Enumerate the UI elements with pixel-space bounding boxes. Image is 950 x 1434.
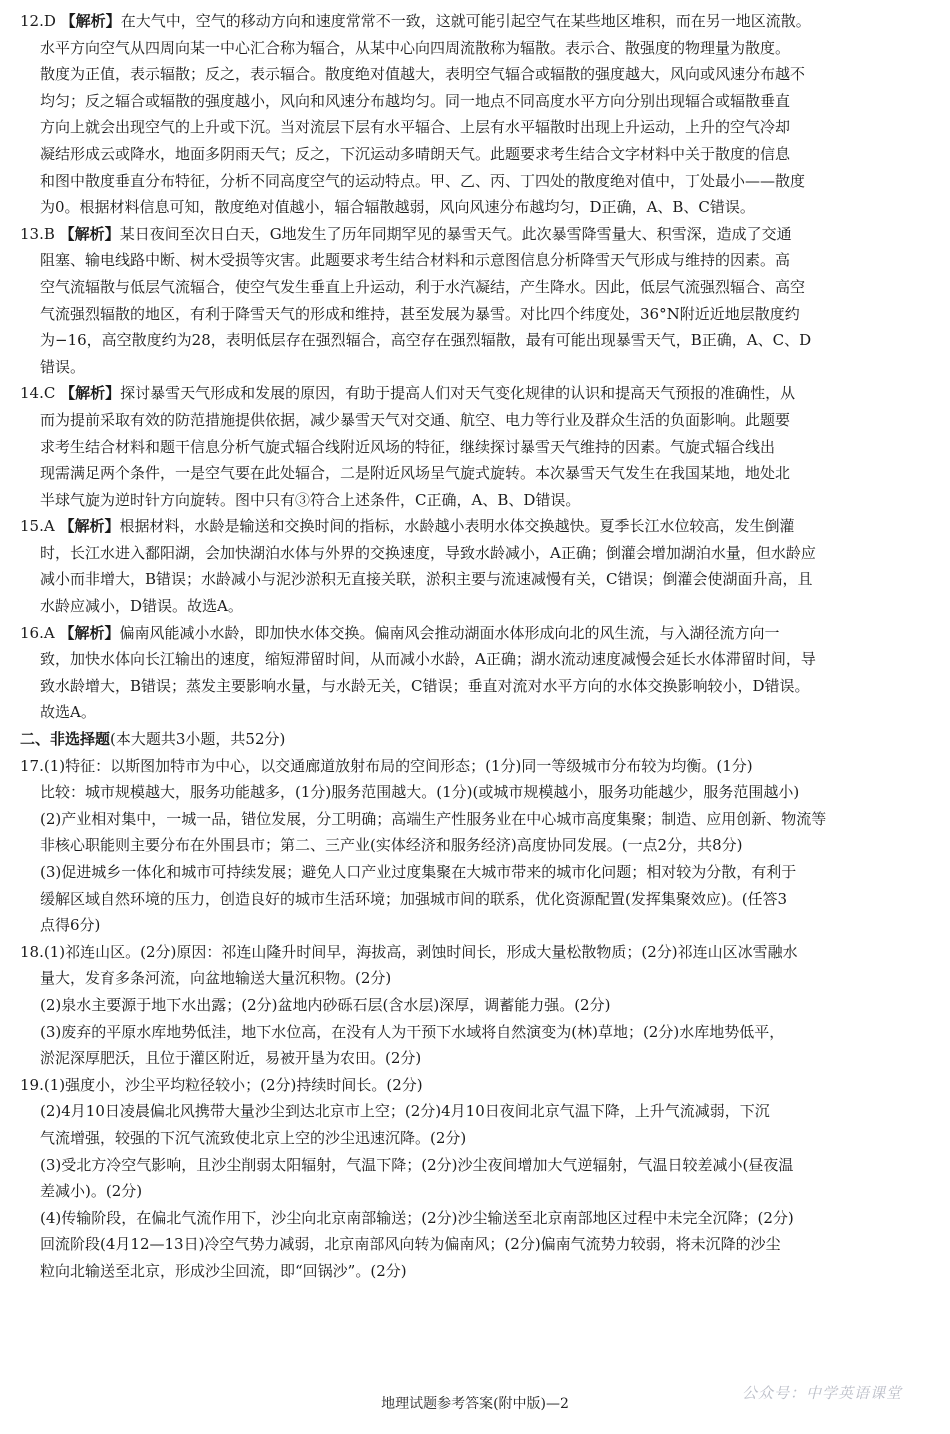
- answer-page: [20, 8, 932, 1285]
- answer-line: 时，长江水进入鄱阳湖，会加快湖泊水体与外界的交换速度，导致水龄减小，A正确；倒灌会增加湖泊水量，但水龄应: [40, 543, 816, 562]
- answer-line: (2)产业相对集中，一城一品，错位发展，分工明确；高端生产性服务业在中心城市高度集聚；制造、应用创新、物流等: [40, 809, 827, 828]
- answer-line: (2)泉水主要源于地下水出露；(2分)盆地内砂砾石层(含水层)深厚，调蓄能力强。(2分): [40, 995, 611, 1014]
- answer-line: 为0。根据材料信息可知，散度绝对值越小，辐合辐散越弱，风向风速分布越均匀，D正确，A、B、C错误。: [40, 198, 755, 217]
- section-heading: 二、非选择题: [20, 730, 111, 749]
- answer-number: 13.B: [20, 224, 55, 243]
- analysis-tag: 【解析】: [60, 384, 121, 403]
- answer-line: 气流强烈辐散的地区，有利于降雪天气的形成和维持，甚至发展为暴雪。对比四个纬度处，36°N附近近地层散度约: [40, 304, 800, 323]
- answer-line: 非核心职能则主要分布在外围县市；第二、三产业(实体经济和服务经济)高度协同发展。(一点2分，共8分): [40, 836, 743, 855]
- answer-line: 根据材料，水龄是输送和交换时间的指标，水龄越小表明水体交换越快。夏季长江水位较高，发生倒灌: [119, 517, 795, 536]
- answer-16: [20, 620, 932, 726]
- answer-line: 某日夜间至次日白天，G地发生了历年同期罕见的暴雪天气。此次暴雪降雪量大、积雪深，造成了交通: [119, 224, 792, 243]
- answer-number: 18.: [20, 942, 44, 961]
- answer-line: 减小而非增大，B错误；水龄减小与泥沙淤积无直接关联，淤积主要与流速减慢有关，C错误；倒灌会使湖面升高，且: [40, 570, 813, 589]
- answer-line: 半球气旋为逆时针方向旋转。图中只有③符合上述条件，C正确，A、B、D错误。: [40, 490, 581, 509]
- answer-line: 均匀；反之辐合或辐散的强度越小，风向和风速分布越均匀。同一地点不同高度水平方向分别出现辐合或辐散垂直: [40, 91, 791, 110]
- answer-line: 方向上就会出现空气的上升或下沉。当对流层下层有水平辐合、上层有水平辐散时出现上升运动，上升的空气冷却: [40, 118, 791, 137]
- answer-number: 17.: [20, 756, 44, 775]
- answer-line: 偏南风能减小水龄，即加快水体交换。偏南风会推动湖面水体形成向北的风生流，与入湖径流方向一: [119, 623, 780, 642]
- answer-line: 差减小)。(2分): [40, 1182, 143, 1201]
- answer-line: 水平方向空气从四周向某一中心汇合称为辐合，从某中心向四周流散称为辐散。表示合、散强度的物理量为散度。: [40, 38, 791, 57]
- answer-line: 在大气中，空气的移动方向和速度常常不一致，这就可能引起空气在某些地区堆积，而在另一地区流散。: [120, 12, 811, 30]
- answer-line: 致水龄增大，B错误；蒸发主要影响水量，与水龄无关，C错误；垂直对流对水平方向的水体交换影响较小，D错误。: [40, 676, 810, 695]
- answer-number: 12.D: [20, 12, 56, 30]
- answer-line: (2)4月10日凌晨偏北风携带大量沙尘到达北京市上空；(2分)4月10日夜间北京气温下降，上升气流减弱，下沉: [40, 1102, 770, 1121]
- answer-17: [20, 753, 932, 939]
- answer-12: [20, 8, 932, 221]
- answer-13: [20, 221, 932, 381]
- answer-line: 错误。: [40, 357, 86, 376]
- answer-number: 19.: [20, 1075, 44, 1094]
- answer-line: 缓解区域自然环境的压力，创造良好的城市生活环境；加强城市间的联系，优化资源配置(发挥集聚效应)。(任答3: [40, 889, 788, 908]
- answer-14: [20, 380, 932, 513]
- answer-line: 淤泥深厚肥沃，且位于灌区附近，易被开垦为农田。(2分): [40, 1049, 422, 1068]
- answer-line: 和图中散度垂直分布特征，分析不同高度空气的运动特点。甲、乙、丙、丁四处的散度绝对值中，丁处最小——散度: [40, 171, 806, 190]
- answer-line: 致，加快水体向长江输出的速度，缩短滞留时间，从而减小水龄，A正确；湖水流动速度减慢会延长水体滞留时间，导: [40, 650, 816, 669]
- answer-line: 比较：城市规模越大，服务功能越多，(1分)服务范围越大。(1分)(或城市规模越小，服务功能越少，服务范围越小): [40, 783, 800, 802]
- answer-line: 求考生结合材料和题干信息分析气旋式辐合线附近风场的特征，继续探讨暴雪天气维持的因素。气旋式辐合线出: [40, 437, 776, 456]
- section-title: [20, 726, 932, 753]
- watermark: 公众号：中学英语课堂: [741, 1384, 902, 1402]
- answer-number: 16.A: [20, 623, 55, 642]
- answer-line: 阻塞、输电线路中断、树木受损等灾害。此题要求考生结合材料和示意图信息分析降雪天气形成与维持的因素。高: [40, 251, 791, 270]
- section-note: (本大题共3小题，共52分): [110, 730, 286, 749]
- analysis-tag: 【解析】: [60, 12, 121, 30]
- answer-line: (3)废弃的平原水库地势低洼，地下水位高，在没有人为干预下水域将自然演变为(林)草地；(2分)水库地势低平，: [40, 1022, 785, 1041]
- answer-line: 故选A。: [40, 703, 96, 722]
- answer-line: 量大，发育多条河流，向盆地输送大量沉积物。(2分): [40, 969, 392, 988]
- answer-line: (3)受北方冷空气影响，且沙尘削弱太阳辐射，气温下降；(2分)沙尘夜间增加大气逆辐射，气温日较差减小(昼夜温: [40, 1155, 794, 1174]
- answer-line: 水龄应减小，D错误。故选A。: [40, 597, 243, 616]
- answer-line: (1)祁连山区。(2分)原因：祁连山隆升时间早，海拔高，剥蚀时间长，形成大量松散物质；(2分)祁连山区冰雪融水: [43, 942, 798, 961]
- answer-15: [20, 513, 932, 619]
- answer-line: 气流增强，较强的下沉气流致使北京上空的沙尘迅速沉降。(2分): [40, 1128, 467, 1147]
- answer-line: 空气流辐散与低层气流辐合，使空气发生垂直上升运动，利于水汽凝结，产生降水。因此，低层气流强烈辐合、高空: [40, 277, 806, 296]
- analysis-tag: 【解析】: [59, 517, 120, 536]
- answer-line: (1)特征：以斯图加特市为中心，以交通廊道放射布局的空间形态；(1分)同一等级城市分布较为均衡。(1分): [43, 756, 753, 775]
- analysis-tag: 【解析】: [59, 623, 120, 642]
- answer-number: 14.C: [20, 384, 56, 403]
- answer-line: 为−16，高空散度约为28，表明低层存在强烈辐合，高空存在强烈辐散，最有可能出现暴雪天气，B正确，A、C、D: [40, 331, 812, 350]
- answer-number: 15.A: [20, 517, 55, 536]
- analysis-tag: 【解析】: [59, 224, 120, 243]
- answer-line: 探讨暴雪天气形成和发展的原因，有助于提高人们对天气变化规律的认识和提高天气预报的准确性，从: [120, 384, 796, 403]
- answer-line: (4)传输阶段，在偏北气流作用下，沙尘向北京南部输送；(2分)沙尘输送至北京南部地区过程中未完全沉降；(2分): [40, 1208, 794, 1227]
- answer-line: 散度为正值，表示辐散；反之，表示辐合。散度绝对值越大，表明空气辐合或辐散的强度越大，风向或风速分布越不: [40, 65, 806, 84]
- page-footer: 地理试题参考答案(附中版)—2: [381, 1396, 569, 1412]
- answer-19: [20, 1072, 932, 1285]
- answer-line: 回流阶段(4月12—13日)冷空气势力减弱，北京南部风向转为偏南风；(2分)偏南气流势力较弱，将未沉降的沙尘: [40, 1235, 781, 1254]
- answer-line: 粒向北输送至北京，形成沙尘回流，即“回锅沙”。(2分): [40, 1261, 407, 1280]
- answer-line: (3)促进城乡一体化和城市可持续发展；避免人口产业过度集聚在大城市带来的城市化问题；相对较为分散，有利于: [40, 863, 797, 881]
- answer-line: (1)强度小，沙尘平均粒径较小；(2分)持续时间长。(2分): [43, 1075, 423, 1094]
- answer-18: [20, 939, 932, 1072]
- answer-line: 而为提前采取有效的防范措施提供依据，减少暴雪天气对交通、航空、电力等行业及群众生活的负面影响。此题要: [40, 410, 791, 429]
- answer-line: 凝结形成云或降水，地面多阴雨天气；反之，下沉运动多晴朗天气。此题要求考生结合文字材料中关于散度的信息: [40, 144, 791, 163]
- answer-line: 点得6分): [40, 916, 101, 935]
- answer-line: 现需满足两个条件，一是空气要在此处辐合，二是附近风场呈气旋式旋转。本次暴雪天气发生在我国某地，地处北: [40, 464, 791, 483]
